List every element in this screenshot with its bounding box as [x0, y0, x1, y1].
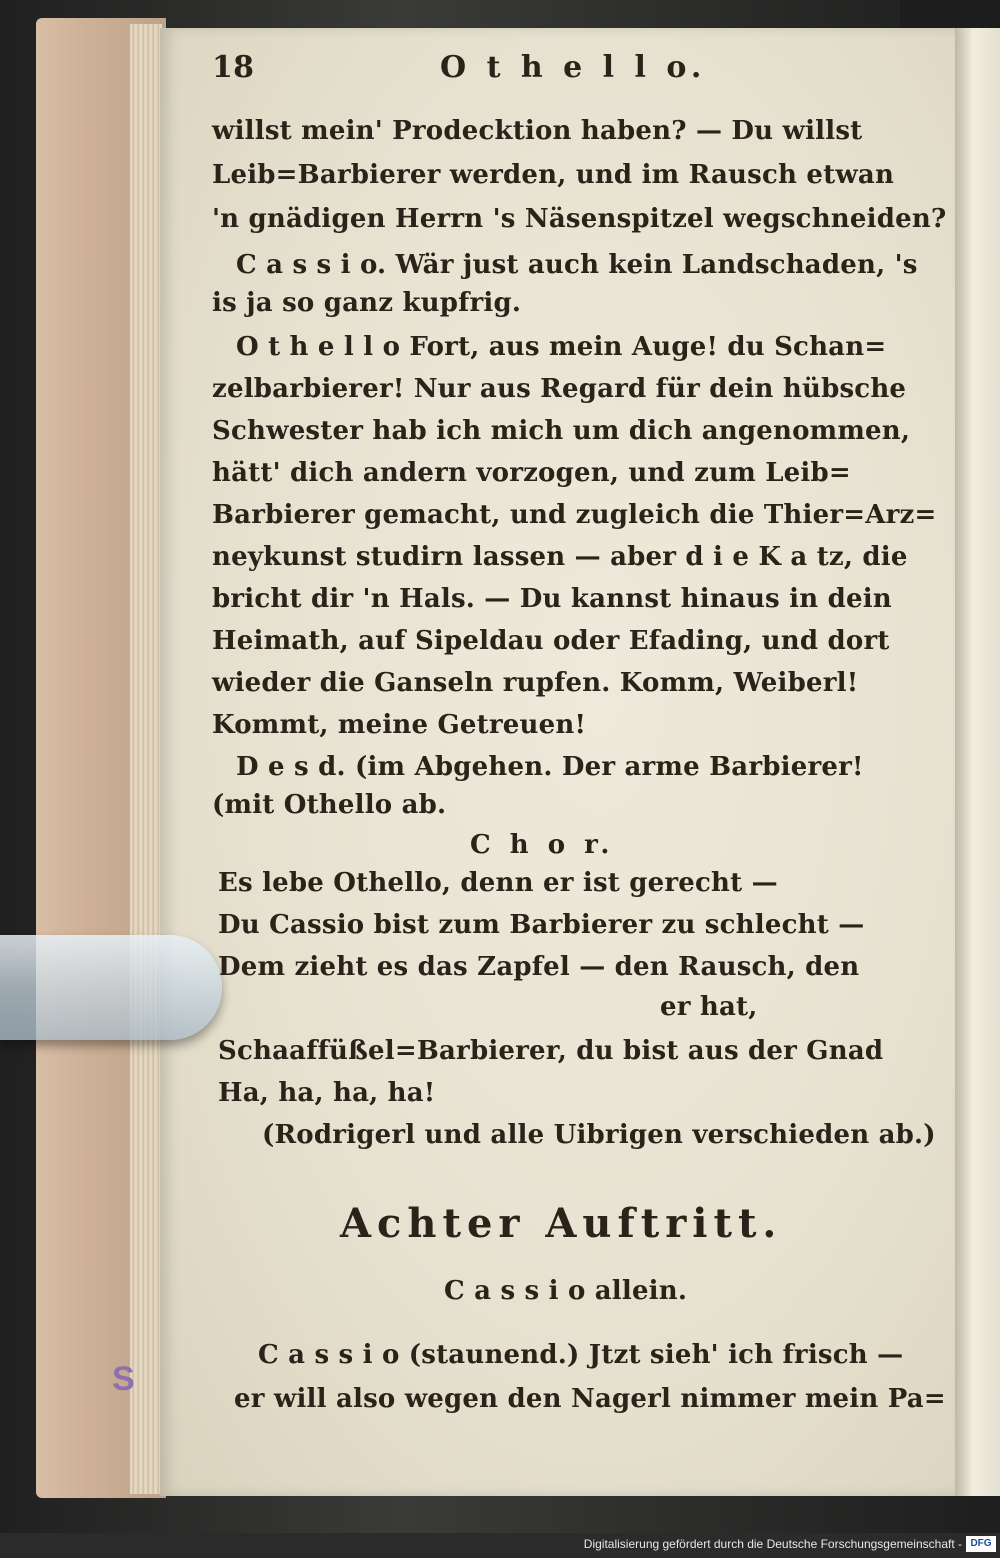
text-line: hätt' dich andern vorzogen, und zum Leib= — [212, 458, 851, 488]
page-number: 18 — [212, 50, 255, 85]
chorus-line: Ha, ha, ha, ha! — [218, 1078, 436, 1108]
scan-corner — [900, 0, 1000, 28]
scene-subtitle: C a s s i o allein. — [444, 1276, 688, 1306]
chorus-line: er hat, — [660, 992, 758, 1022]
chorus-line: Du Cassio bist zum Barbierer zu schlecht — — [218, 910, 865, 940]
stage-direction: (Rodrigerl und alle Uibrigen verschieden ab.) — [262, 1120, 936, 1150]
text-line: willst mein' Prodecktion haben? — Du willst — [212, 116, 863, 146]
text-line: D e s d. (im Abgehen. Der arme Barbierer! — [236, 752, 864, 782]
text-line: O t h e l l o Fort, aus mein Auge! du Schan= — [236, 332, 887, 362]
facing-page-edge — [955, 28, 1000, 1496]
running-head: O t h e l l o. — [440, 50, 707, 85]
text-line: bricht dir 'n Hals. — Du kannst hinaus in dein — [212, 584, 892, 614]
text-line: 'n gnädigen Herrn 's Näsenspitzel wegschneiden? — [212, 204, 947, 234]
text-line: neykunst studirn lassen — aber d i e K a tz, die — [212, 542, 908, 572]
text-line: Heimath, auf Sipeldau oder Efading, und dort — [212, 626, 890, 656]
footer-credit: Digitalisierung gefördert durch die Deutsche Forschungsgemeinschaft - — [583, 1537, 962, 1551]
text-line: C a s s i o (staunend.) Jtzt sieh' ich frisch — — [258, 1340, 904, 1370]
text-line: is ja so ganz kupfrig. — [212, 288, 522, 318]
chorus-label: C h o r. — [470, 830, 615, 860]
text-line: Kommt, meine Getreuen! — [212, 710, 587, 740]
text-line: Schwester hab ich mich um dich angenommen, — [212, 416, 911, 446]
library-stamp: S — [112, 1360, 135, 1398]
scene-heading: Achter Auftritt. — [340, 1200, 783, 1247]
text-line: C a s s i o. Wär just auch kein Landschaden, 's — [236, 250, 918, 280]
text-line: er will also wegen den Nagerl nimmer mein Pa= — [234, 1384, 946, 1414]
text-line: Barbierer gemacht, und zugleich die Thier=Arz= — [212, 500, 937, 530]
chorus-line: Schaaffüßel=Barbierer, du bist aus der Gnad — [218, 1036, 884, 1066]
text-line: Leib=Barbierer werden, und im Rausch etwan — [212, 160, 895, 190]
text-line: wieder die Ganseln rupfen. Komm, Weiberl! — [212, 668, 859, 698]
page-clip — [0, 935, 222, 1040]
chorus-line: Es lebe Othello, denn er ist gerecht — — [218, 868, 778, 898]
dfg-logo: DFG — [966, 1536, 996, 1552]
page-stack — [130, 24, 162, 1494]
chorus-line: Dem zieht es das Zapfel — den Rausch, den — [218, 952, 860, 982]
text-line: (mit Othello ab. — [212, 790, 447, 820]
text-line: zelbarbierer! Nur aus Regard für dein hübsche — [212, 374, 907, 404]
